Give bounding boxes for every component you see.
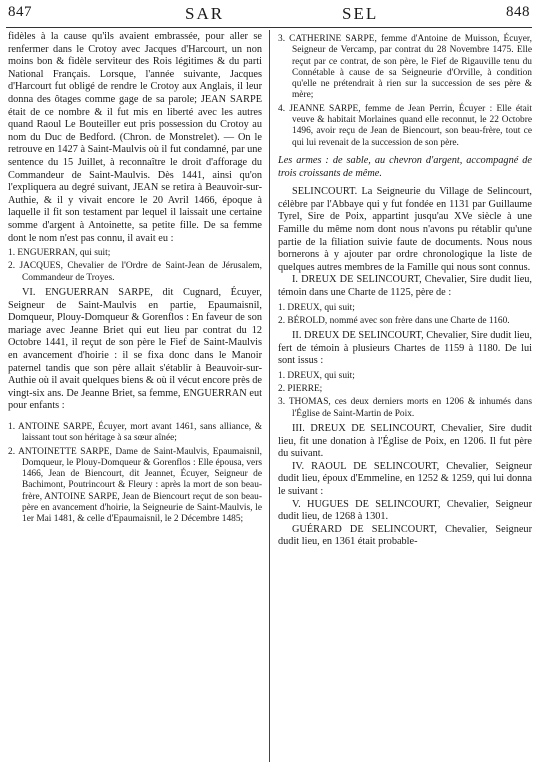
list-item: 2. JACQUES, Chevalier de l'Ordre de Saint-Jean de Jérusalem, Commandeur de Troyes. <box>8 261 262 283</box>
list-item: 3. CATHERINE SARPE, femme d'Antoine de Muisson, Écuyer, Seigneur de Vercamp, par contrat du 28 Novembre 1475. Elle reçut par ce contrat, de son père, le Fief de Rigauville tenu du Connétable à cause de sa Seigneurie d'Orville, à condition qu'elle ne prétendrait à rien sur la succession de ses père & mère; <box>278 34 532 101</box>
running-title-left: SAR <box>185 4 225 23</box>
page-number-left: 847 <box>8 4 32 20</box>
children-list-degree-i <box>278 303 532 328</box>
list-item: 1. DREUX, qui suit; <box>278 370 355 381</box>
list-item: 2. ANTOINETTE SARPE, Dame de Saint-Maulvis, Epaumaisnil, Domqueur, le Plouy-Domqueur & Gorenflos : Elle épousa, vers 1466, Jean de Biencourt, dit Jeannet, Écuyer, Seigneur de Bachimont, Poutrincourt & Fleury : après la mort de son beau-frère, ANTOINE SARPE, Jean de Biencourt reçut de son beau-père en avancement d'hoirie, la Seigneurie de Saint-Maulvis, le 1er Mai 1481, & celle d'Epaumaisnil, le 2 Décembre 1485; <box>8 446 262 525</box>
paragraph-degree-i: I. DREUX DE SELINCOURT, Chevalier, Sire dudit lieu, témoin dans une Charte de 1125, père de : <box>278 274 532 298</box>
left-column <box>8 31 262 529</box>
coat-of-arms: Les armes : de sable, au chevron d'argent, accompagné de trois croissants de même. <box>278 154 532 179</box>
list-item: 4. JEANNE SARPE, femme de Jean Perrin, Écuyer : Elle était veuve & habitait Morlaines quand elle reconnut, le 22 Octobre 1496, avoir reçu de Jean de Biencourt, son beau-frère, tout ce qui lui revenait de la succession de son père. <box>278 103 532 148</box>
paragraph-enguerran: VI. ENGUERRAN SARPE, dit Cugnard, Écuyer, Seigneur de Saint-Maulvis en partie, Epaumaisnil, Domqueur, Plouy-Domqueur & Gorenflos : En faveur de son mariage avec Jeanne Briet qui eut lieu par contrat du 12 Octobre 1441, il reçut de son père le Fief de Saint-Maulvis en avancement d'hoirie : il se fixa donc dans le Manoir paternel tandis que son père allait s'établir à Beauvoir-sur-Authie où il avait quelques biens & où il vécut encore près de vingt-six ans. De Jeanne Briet, sa femme, ENGUERRAN eut pour enfants : <box>8 286 262 412</box>
children-list-enguerran <box>8 422 262 526</box>
list-item: 1. ANTOINE SARPE, Écuyer, mort avant 1461, sans alliance, & laissant tout son héritage à sa sœur aînée; <box>8 421 262 444</box>
paragraph-degree-iii: III. DREUX DE SELINCOURT, Chevalier, Sire dudit lieu, fit une donation à l'Église de Poix, en 1206. Il fut père du suivant. <box>278 423 532 460</box>
paragraph-selincourt: SELINCOURT. La Seigneurie du Village de Selincourt, célèbre par l'Abbaye qui y fut fondée en 1131 par Guillaume Tyrel, Sire de Poix, appartint jusqu'au XVe siècle à une Famille du même nom dont nous n'avons pu rétablir qu'une partie de la filiation suivie faute de documents. Nous nous bornerons à y ajouter par ordre chronologique la liste de quelques autres membres de la Famille qui nous sont connus. <box>278 186 532 273</box>
list-item: 2. BÉROLD, nommé avec son frère dans une Charte de 1160. <box>278 315 510 326</box>
list-item: 1. DREUX, qui suit; <box>278 302 355 313</box>
paragraph-degree-iv: IV. RAOUL DE SELINCOURT, Chevalier, Seigneur dudit lieu, époux d'Emmeline, en 1252 & 1259, qui lui donna le suivant : <box>278 460 532 498</box>
children-list-degree-ii <box>278 371 532 420</box>
page-number-right: 848 <box>506 4 530 20</box>
list-item: 2. PIERRE; <box>278 384 323 395</box>
children-list-continued <box>278 34 532 149</box>
children-list-jean <box>8 248 262 284</box>
running-title-right: SEL <box>342 4 379 23</box>
paragraph-jean-sarpe: fidèles à la cause qu'ils avaient embrassée, pour aller se renfermer dans le Crotoy avec Jacques d'Harcourt, un non moins bon & fidèle serviteur des Rois légitimes & du parti National Français. Lorsque, l'année suivante, Jacques d'Harcourt fut obligé de rendre le Crotoy aux Anglais, il leur donna des ôtages comme gage de sa parole; JEAN SARPE était de ce nombre & il fut mis en liberté avec les autres quand Raoul Le Bouteiller eut pris possession du Crotoy au nom du Duc de Bedford. (Chron. de Monstrelet). — On le retrouve en 1427 à Saint-Maulvis où il fut condamné, par une sentence du 15 Juillet, à reconnaître le droit d'afforage du Commandeur de Saint-Maulvis. Dès 1441, ainsi qu'on l'expliquera au degré suivant, JEAN se retira à Beauvoir-sur-Authie, & il y vivait encore le 20 Avril 1466, époque à laquelle il fit son testament par lequel il laissait une certaine somme d'argent à Antoinette, sa petite fille. De sa femme dont le nom n'est pas connu, il avait eu : <box>8 31 262 244</box>
paragraph-degree-v: V. HUGUES DE SELINCOURT, Chevalier, Seigneur dudit lieu, de 1268 à 1301. <box>278 498 532 523</box>
list-item: 1. ENGUERRAN, qui suit; <box>8 248 111 259</box>
paragraph-guerard: GUÉRARD DE SELINCOURT, Chevalier, Seigneur dudit lieu, en 1361 était probable- <box>278 523 532 548</box>
paragraph-degree-ii: II. DREUX DE SELINCOURT, Chevalier, Sire dudit lieu, fert de témoin à plusieurs Chartes de 1159 à 1180. De lui sont issus : <box>278 330 532 367</box>
column-divider <box>269 30 270 762</box>
right-column <box>278 31 532 549</box>
list-item: 3. THOMAS, ces deux derniers morts en 1206 & inhumés dans l'Église de Saint-Martin de Poix. <box>278 397 532 419</box>
header-rule <box>6 27 532 28</box>
